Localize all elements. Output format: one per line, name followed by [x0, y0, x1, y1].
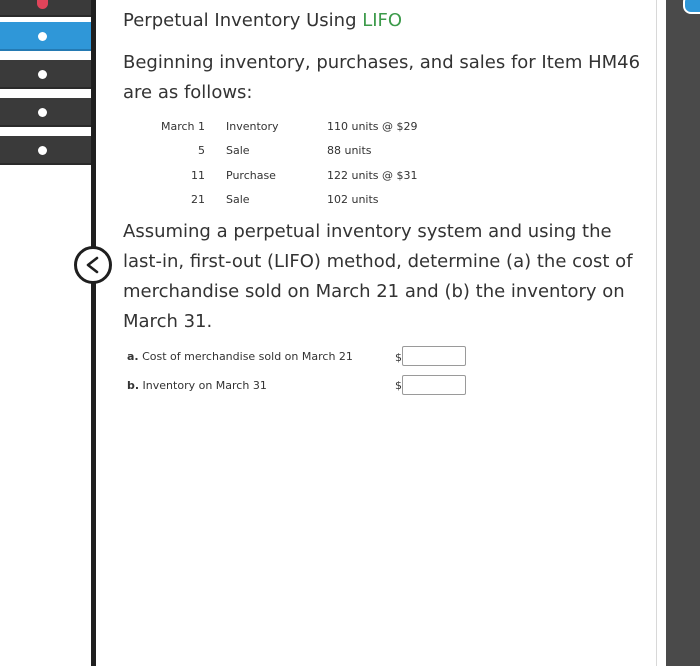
sidebar-item-4[interactable] — [0, 136, 91, 165]
table-cell-date: 21 — [191, 193, 205, 207]
close-icon[interactable] — [37, 0, 48, 9]
table-cell-desc: Inventory — [226, 119, 279, 133]
chevron-left-icon — [85, 256, 101, 274]
table-cell-qty: 122 units @ $31 — [327, 168, 418, 182]
table-cell-qty: 110 units @ $29 — [327, 119, 418, 133]
sidebar-top-tab[interactable] — [0, 0, 91, 17]
collapse-sidebar-button[interactable] — [74, 246, 112, 284]
answer-a-input[interactable] — [402, 346, 466, 366]
table-row — [152, 139, 467, 164]
currency-symbol: $ — [395, 351, 402, 364]
problem-title: Perpetual Inventory Using LIFO — [123, 10, 403, 31]
inventory-table — [152, 114, 467, 212]
currency-symbol: $ — [395, 379, 402, 392]
table-row — [152, 163, 467, 188]
sidebar-item-2[interactable] — [0, 60, 91, 89]
table-cell-qty: 102 units — [327, 193, 379, 207]
table-cell-date: 11 — [191, 168, 205, 182]
table-row — [152, 188, 467, 213]
dot-icon — [38, 108, 47, 117]
problem-question: Assuming a perpetual inventory system and using the last-in, first-out (LIFO) method, determine (a) the cost of merchandise sold on March 21 and (b) the inventory on March 31. — [123, 221, 633, 332]
answer-b-input[interactable] — [402, 375, 466, 395]
table-cell-date: March 1 — [160, 119, 205, 133]
table-cell-desc: Sale — [226, 193, 250, 207]
problem-intro: Beginning inventory, purchases, and sales for Item HM46 are as follows: — [123, 52, 641, 103]
answer-a-label: a. Cost of merchandise sold on March 21 — [127, 350, 353, 363]
right-panel — [666, 0, 700, 666]
question-sidebar — [0, 0, 93, 666]
table-cell-qty: 88 units — [327, 144, 372, 158]
content-right-border — [656, 0, 657, 666]
table-cell-desc: Sale — [226, 144, 250, 158]
table-row — [152, 114, 467, 139]
right-panel-badge[interactable] — [683, 0, 700, 14]
answer-b-label: b. Inventory on March 31 — [127, 379, 267, 392]
dot-icon — [38, 146, 47, 155]
dot-icon — [38, 70, 47, 79]
dot-icon — [38, 32, 47, 41]
table-cell-desc: Purchase — [226, 168, 276, 182]
sidebar-item-1[interactable] — [0, 22, 91, 51]
table-cell-date: 5 — [198, 144, 205, 158]
sidebar-item-3[interactable] — [0, 98, 91, 127]
sidebar-divider — [91, 0, 96, 666]
